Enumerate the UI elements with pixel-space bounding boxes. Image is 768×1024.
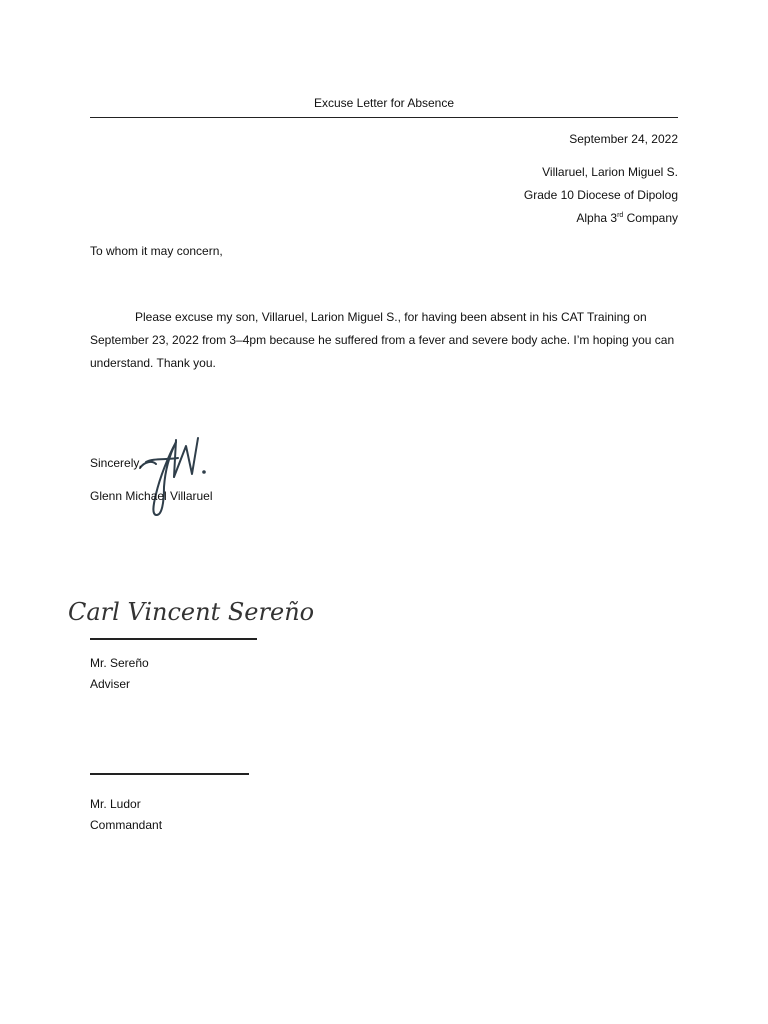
adviser-name: Mr. Sereño bbox=[90, 656, 149, 670]
signer-name: Glenn Michael Villaruel bbox=[90, 489, 213, 503]
sender-grade: Grade 10 Diocese of Dipolog bbox=[523, 188, 678, 202]
company-suffix: Company bbox=[623, 211, 678, 225]
adviser-signature-text: Carl Vincent Sereño bbox=[68, 598, 315, 626]
body-line-3: understand. Thank you. bbox=[90, 356, 216, 370]
salutation: To whom it may concern, bbox=[90, 244, 223, 258]
commandant-name: Mr. Ludor bbox=[90, 797, 141, 811]
letter-title: Excuse Letter for Absence bbox=[313, 96, 455, 110]
adviser-signature bbox=[66, 592, 316, 632]
commandant-signature-line bbox=[90, 773, 249, 775]
company-prefix: Alpha 3 bbox=[576, 211, 618, 225]
title-divider bbox=[90, 117, 678, 118]
parent-signature bbox=[138, 432, 228, 522]
sender-company bbox=[576, 211, 678, 225]
sender-name: Villaruel, Larion Miguel S. bbox=[542, 165, 678, 179]
adviser-role: Adviser bbox=[90, 677, 131, 691]
closing: Sincerely, bbox=[90, 456, 142, 470]
adviser-signature-line bbox=[90, 638, 257, 640]
company-superscript: rd bbox=[617, 212, 624, 219]
body-line-1: Please excuse my son, Villaruel, Larion Miguel S., for having been absent in his CAT Training on bbox=[135, 310, 647, 324]
commandant-role: Commandant bbox=[90, 818, 163, 832]
body-line-2: September 23, 2022 from 3–4pm because he suffered from a fever and severe body ache. I’m hoping you can bbox=[90, 333, 675, 347]
letter-date: September 24, 2022 bbox=[569, 132, 678, 146]
